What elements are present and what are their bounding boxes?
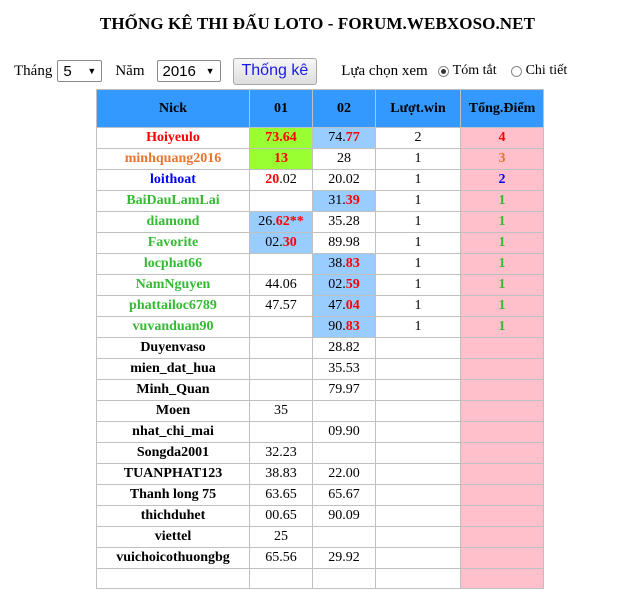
draw-hit-digits: 64	[282, 130, 297, 145]
nick-cell: minhquang2016	[97, 149, 250, 170]
nick-cell: vuvanduan90	[97, 317, 250, 338]
col-header-total-score: Tổng.Điểm	[461, 90, 544, 128]
draw-prefix: 28	[337, 151, 351, 166]
draw-02-cell	[313, 380, 376, 401]
total-score-cell	[461, 485, 544, 506]
table-row	[97, 128, 544, 149]
table-row	[97, 254, 544, 275]
draw-01-cell	[250, 296, 313, 317]
total-score-cell: 1	[461, 233, 544, 254]
draw-02-cell	[313, 275, 376, 296]
wins-cell: 2	[376, 128, 461, 149]
total-score-cell	[461, 506, 544, 527]
radio-summary[interactable]	[438, 66, 449, 77]
total-score-cell	[461, 422, 544, 443]
total-score-cell: 1	[461, 275, 544, 296]
draw-prefix: 47.	[328, 298, 346, 313]
draw-01-cell	[250, 443, 313, 464]
total-score-cell	[461, 443, 544, 464]
nick-cell: loithoat	[97, 170, 250, 191]
month-select[interactable]	[57, 60, 102, 82]
draw-01-cell	[250, 464, 313, 485]
table-row	[97, 443, 544, 464]
total-score-cell: 1	[461, 191, 544, 212]
col-header-draw-02: 02	[313, 90, 376, 128]
wins-cell: 1	[376, 212, 461, 233]
draw-02-cell	[313, 170, 376, 191]
total-score-cell: 1	[461, 212, 544, 233]
draw-hit-digits: 39	[345, 193, 360, 208]
radio-detail[interactable]	[511, 66, 522, 77]
table-row	[97, 170, 544, 191]
draw-prefix: 89.98	[328, 235, 360, 250]
wins-cell: 1	[376, 170, 461, 191]
total-score-cell	[461, 401, 544, 422]
draw-hit-digits: 83	[345, 319, 360, 334]
nick-cell: diamond	[97, 212, 250, 233]
draw-hit-digits: 77	[345, 130, 360, 145]
total-score-cell: 1	[461, 317, 544, 338]
draw-01-cell	[250, 149, 313, 170]
draw-02-cell	[313, 338, 376, 359]
table-row	[97, 275, 544, 296]
draw-prefix: 65.67	[328, 487, 360, 502]
nick-cell: TUANPHAT123	[97, 464, 250, 485]
wins-cell	[376, 422, 461, 443]
draw-prefix: 09.90	[328, 424, 360, 439]
wins-cell: 1	[376, 149, 461, 170]
draw-prefix: 35	[274, 403, 288, 418]
table-row	[97, 149, 544, 170]
draw-prefix: 32.23	[265, 445, 297, 460]
total-score-cell	[461, 380, 544, 401]
draw-02-cell	[313, 149, 376, 170]
table-row	[97, 527, 544, 548]
submit-stats-button[interactable]: Thống kê	[233, 58, 318, 85]
draw-prefix: 79.97	[328, 382, 360, 397]
draw-01-cell	[250, 527, 313, 548]
total-score-cell: 3	[461, 149, 544, 170]
draw-02-cell	[313, 254, 376, 275]
total-score-cell: 2	[461, 170, 544, 191]
nick-cell: Songda2001	[97, 443, 250, 464]
nick-cell: thichduhet	[97, 506, 250, 527]
draw-01-cell	[250, 317, 313, 338]
total-score-cell	[461, 338, 544, 359]
draw-02-cell	[313, 191, 376, 212]
draw-02-cell	[313, 296, 376, 317]
nick-cell: Favorite	[97, 233, 250, 254]
draw-02-cell	[313, 359, 376, 380]
draw-prefix: 31.	[328, 193, 346, 208]
draw-hit-digits: 20	[265, 172, 280, 187]
year-value: 2016	[162, 62, 196, 80]
draw-suffix: .02	[279, 172, 297, 187]
table-row	[97, 296, 544, 317]
nick-cell: locphat66	[97, 254, 250, 275]
wins-cell: 1	[376, 233, 461, 254]
draw-02-cell	[313, 527, 376, 548]
draw-hit-digits: 83	[345, 256, 360, 271]
draw-prefix: 47.57	[265, 298, 297, 313]
nick-cell: Thanh long 75	[97, 485, 250, 506]
wins-cell	[376, 359, 461, 380]
month-value: 5	[63, 62, 72, 80]
table-row	[97, 191, 544, 212]
draw-hit-digits: 13	[274, 151, 288, 166]
draw-01-cell	[250, 380, 313, 401]
draw-prefix: 22.00	[328, 466, 360, 481]
draw-prefix: 38.83	[265, 466, 297, 481]
table-row	[97, 359, 544, 380]
table-row	[97, 212, 544, 233]
table-row	[97, 338, 544, 359]
draw-02-cell	[313, 464, 376, 485]
draw-02-cell	[313, 233, 376, 254]
draw-prefix: 44.06	[265, 277, 297, 292]
nick-cell: BaiDauLamLai	[97, 191, 250, 212]
draw-prefix: 73.	[265, 130, 283, 145]
table-row	[97, 464, 544, 485]
col-header-wins: Lượt.win	[376, 90, 461, 128]
draw-01-cell	[250, 422, 313, 443]
wins-cell: 1	[376, 317, 461, 338]
draw-01-cell	[250, 338, 313, 359]
wins-cell: 1	[376, 191, 461, 212]
draw-prefix: 63.65	[265, 487, 297, 502]
view-mode-label: Lựa chọn xem	[341, 62, 428, 79]
table-row	[97, 569, 544, 589]
draw-01-cell	[250, 359, 313, 380]
draw-prefix: 26.	[258, 214, 276, 229]
draw-01-cell	[250, 275, 313, 296]
draw-01-cell	[250, 254, 313, 275]
nick-cell: Minh_Quan	[97, 380, 250, 401]
month-label: Tháng	[14, 62, 53, 79]
table-row	[97, 548, 544, 569]
draw-prefix: 74.	[328, 130, 346, 145]
nick-cell: vuichoicothuongbg	[97, 548, 250, 569]
draw-prefix: 90.	[328, 319, 346, 334]
total-score-cell	[461, 548, 544, 569]
view-option-detail-label: Chi tiết	[525, 63, 568, 78]
table-row	[97, 422, 544, 443]
year-select[interactable]	[157, 60, 221, 82]
draw-prefix: 90.09	[328, 508, 360, 523]
col-header-draw-01: 01	[250, 90, 313, 128]
draw-02-cell	[313, 401, 376, 422]
chevron-down-icon: ▼	[87, 66, 97, 76]
wins-cell	[376, 338, 461, 359]
wins-cell	[376, 506, 461, 527]
draw-prefix: 28.82	[328, 340, 360, 355]
draw-02-cell	[313, 212, 376, 233]
draw-hit-digits: 62**	[275, 214, 304, 229]
view-option-summary-label: Tóm tắt	[452, 63, 497, 78]
wins-cell	[376, 401, 461, 422]
table-header-row	[97, 90, 544, 128]
nick-cell: mien_dat_hua	[97, 359, 250, 380]
chevron-down-icon: ▼	[205, 66, 215, 76]
draw-02-cell	[313, 422, 376, 443]
nick-cell: Hoiyeulo	[97, 128, 250, 149]
table-row	[97, 233, 544, 254]
draw-02-cell	[313, 548, 376, 569]
stats-table	[96, 89, 544, 589]
total-score-cell	[461, 464, 544, 485]
total-score-cell: 1	[461, 296, 544, 317]
nick-cell: Moen	[97, 401, 250, 422]
view-option-summary[interactable]	[438, 63, 497, 79]
wins-cell	[376, 527, 461, 548]
wins-cell: 1	[376, 254, 461, 275]
draw-02-cell	[313, 569, 376, 589]
draw-prefix: 35.28	[328, 214, 360, 229]
total-score-cell	[461, 359, 544, 380]
draw-hit-digits: 30	[282, 235, 297, 250]
table-row	[97, 317, 544, 338]
total-score-cell: 4	[461, 128, 544, 149]
draw-prefix: 02.	[328, 277, 346, 292]
draw-01-cell	[250, 233, 313, 254]
nick-cell	[97, 569, 250, 589]
nick-cell: viettel	[97, 527, 250, 548]
draw-01-cell	[250, 569, 313, 589]
wins-cell	[376, 485, 461, 506]
wins-cell	[376, 380, 461, 401]
draw-prefix: 02.	[265, 235, 283, 250]
draw-hit-digits: 04	[345, 298, 360, 313]
total-score-cell	[461, 569, 544, 589]
table-row	[97, 401, 544, 422]
wins-cell: 1	[376, 275, 461, 296]
nick-cell: phattailoc6789	[97, 296, 250, 317]
draw-01-cell	[250, 485, 313, 506]
wins-cell	[376, 443, 461, 464]
year-label: Năm	[115, 62, 145, 79]
draw-01-cell	[250, 401, 313, 422]
draw-01-cell	[250, 506, 313, 527]
wins-cell	[376, 464, 461, 485]
draw-prefix: 00.65	[265, 508, 297, 523]
total-score-cell: 1	[461, 254, 544, 275]
col-header-nick: Nick	[97, 90, 250, 128]
draw-prefix: 35.53	[328, 361, 360, 376]
draw-01-cell	[250, 170, 313, 191]
filter-bar	[14, 58, 567, 84]
view-option-detail[interactable]	[511, 63, 568, 79]
wins-cell	[376, 569, 461, 589]
table-row	[97, 380, 544, 401]
draw-prefix: 29.92	[328, 550, 360, 565]
nick-cell: Duyenvaso	[97, 338, 250, 359]
draw-02-cell	[313, 317, 376, 338]
nick-cell: nhat_chi_mai	[97, 422, 250, 443]
draw-01-cell	[250, 548, 313, 569]
draw-prefix: 65.56	[265, 550, 297, 565]
draw-prefix: 38.	[328, 256, 346, 271]
wins-cell: 1	[376, 296, 461, 317]
draw-01-cell	[250, 212, 313, 233]
draw-prefix: 20.02	[328, 172, 360, 187]
table-row	[97, 506, 544, 527]
wins-cell	[376, 548, 461, 569]
draw-01-cell	[250, 128, 313, 149]
stats-body	[97, 128, 544, 589]
draw-prefix: 25	[274, 529, 288, 544]
nick-cell: NamNguyen	[97, 275, 250, 296]
draw-02-cell	[313, 485, 376, 506]
draw-02-cell	[313, 128, 376, 149]
total-score-cell	[461, 527, 544, 548]
draw-02-cell	[313, 506, 376, 527]
table-row	[97, 485, 544, 506]
draw-hit-digits: 59	[345, 277, 360, 292]
draw-01-cell	[250, 191, 313, 212]
page-title: THỐNG KÊ THI ĐẤU LOTO - FORUM.WEBXOSO.NET	[99, 14, 536, 33]
draw-02-cell	[313, 443, 376, 464]
